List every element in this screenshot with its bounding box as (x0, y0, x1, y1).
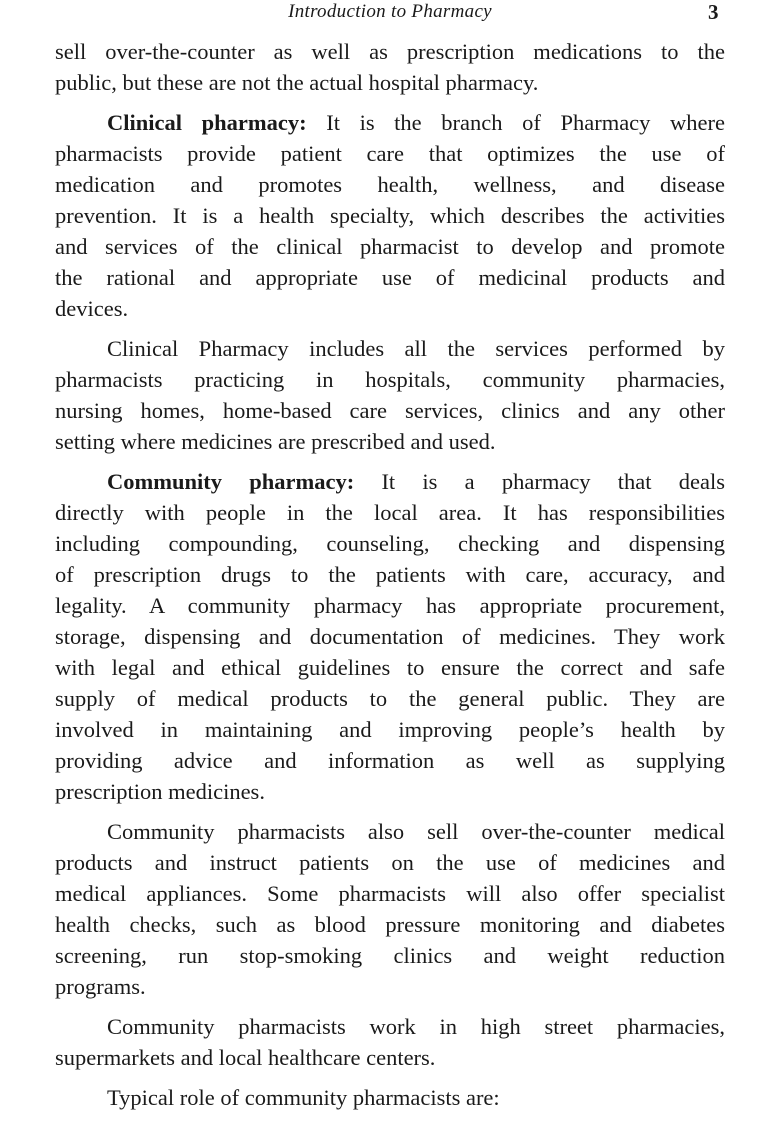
paragraph (55, 1082, 725, 1113)
text-line (55, 940, 725, 971)
text-line (55, 262, 725, 293)
paragraph (55, 816, 725, 1002)
text-line (55, 395, 725, 426)
line-text: devices. (55, 296, 129, 321)
line-text: with legal and ethical guidelines to ensure the correct and safe (55, 655, 725, 680)
page-number: 3 (708, 0, 719, 24)
text-line (55, 466, 725, 497)
line-text: of prescription drugs to the patients with care, accuracy, and (55, 562, 725, 587)
line-text: supply of medical products to the general public. They are (55, 686, 725, 711)
paragraph (55, 466, 725, 807)
paragraph (55, 107, 725, 324)
text-line (55, 816, 725, 847)
text-line (55, 200, 725, 231)
text-line (55, 878, 725, 909)
text-line (55, 107, 725, 138)
line-text: screening, run stop-smoking clinics and weight reduction (55, 943, 725, 968)
text-line (55, 333, 725, 364)
text-line (55, 67, 725, 98)
paragraph (55, 333, 725, 457)
text-line (55, 1011, 725, 1042)
line-text: supermarkets and local healthcare centers. (55, 1045, 436, 1070)
line-text: programs. (55, 974, 146, 999)
text-line (55, 971, 725, 1002)
text-line (55, 497, 725, 528)
text-line (55, 714, 725, 745)
text-line (55, 528, 725, 559)
text-line (55, 745, 725, 776)
text-line (55, 169, 725, 200)
line-text: It is a pharmacy that deals (354, 469, 725, 494)
line-text: including compounding, counseling, checking and dispensing (55, 531, 725, 556)
line-text: storage, dispensing and documentation of medicines. They work (55, 624, 725, 649)
line-text: directly with people in the local area. It has responsibilities (55, 500, 725, 525)
text-line (55, 1042, 725, 1073)
line-text: involved in maintaining and improving people’s health by (55, 717, 725, 742)
text-line (55, 293, 725, 324)
line-text: nursing homes, home-based care services, clinics and any other (55, 398, 725, 423)
text-line (55, 621, 725, 652)
term-heading: Community pharmacy: (107, 469, 355, 494)
line-text: sell over-the-counter as well as prescription medications to the (55, 39, 725, 64)
text-line (55, 847, 725, 878)
line-text: Community pharmacists also sell over-the-counter medical (107, 819, 725, 844)
line-text: and services of the clinical pharmacist to develop and promote (55, 234, 725, 259)
line-text: Clinical Pharmacy includes all the services performed by (107, 336, 725, 361)
text-line (55, 683, 725, 714)
line-text: medical appliances. Some pharmacists will also offer specialist (55, 881, 725, 906)
line-text: prescription medicines. (55, 779, 265, 804)
line-text: It is the branch of Pharmacy where (306, 110, 725, 135)
text-line (55, 1082, 725, 1113)
text-line (55, 776, 725, 807)
line-text: products and instruct patients on the use of medicines and (55, 850, 725, 875)
paragraph (55, 1011, 725, 1073)
text-line (55, 364, 725, 395)
line-text: pharmacists practicing in hospitals, community pharmacies, (55, 367, 725, 392)
line-text: prevention. It is a health specialty, which describes the activities (55, 203, 725, 228)
text-line (55, 909, 725, 940)
text-line (55, 652, 725, 683)
line-text: the rational and appropriate use of medicinal products and (55, 265, 725, 290)
text-line (55, 138, 725, 169)
line-text: Community pharmacists work in high street pharmacies, (107, 1014, 725, 1039)
line-text: pharmacists provide patient care that optimizes the use of (55, 141, 725, 166)
line-text: setting where medicines are prescribed and used. (55, 429, 496, 454)
body-text (55, 36, 725, 1122)
text-line (55, 590, 725, 621)
term-heading: Clinical pharmacy: (107, 110, 307, 135)
line-text: legality. A community pharmacy has appropriate procurement, (55, 593, 725, 618)
running-title: Introduction to Pharmacy (288, 1, 492, 22)
paragraph (55, 36, 725, 98)
text-line (55, 231, 725, 262)
text-line (55, 559, 725, 590)
text-line (55, 36, 725, 67)
text-line (55, 426, 725, 457)
page-header (0, 0, 780, 24)
line-text: health checks, such as blood pressure monitoring and diabetes (55, 912, 725, 937)
line-text: public, but these are not the actual hospital pharmacy. (55, 70, 539, 95)
line-text: medication and promotes health, wellness, and disease (55, 172, 725, 197)
line-text: Typical role of community pharmacists are: (107, 1085, 500, 1110)
line-text: providing advice and information as well as supplying (55, 748, 725, 773)
